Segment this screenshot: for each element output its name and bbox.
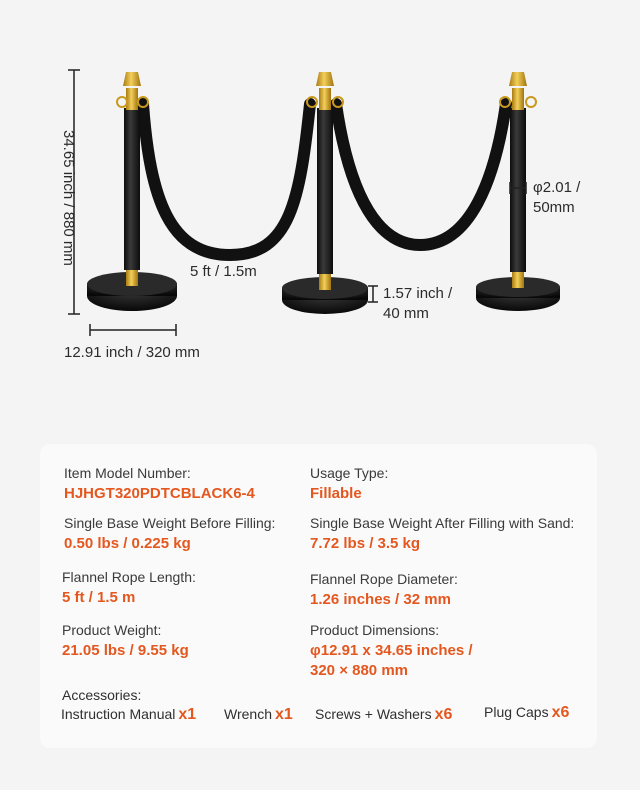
spec-rope-diameter	[310, 570, 458, 609]
spec-label: Item Model Number:	[64, 465, 191, 481]
spec-value: 1.26 inches / 32 mm	[310, 591, 451, 608]
accessory-item	[315, 704, 452, 725]
rope-length-dimension-label: 5 ft / 1.5m	[190, 263, 257, 280]
accessory-qty: x6	[434, 706, 453, 723]
spec-label: Single Base Weight After Filling with Sand:	[310, 515, 575, 531]
base-height-dimension-label-1: 1.57 inch /	[383, 285, 453, 302]
spec-weight-after	[310, 514, 574, 553]
accessory-name: Wrench	[224, 706, 272, 722]
accessory-qty: x1	[274, 706, 293, 723]
spec-value: 320 × 880 mm	[310, 662, 408, 679]
post-diameter-dimension-label-2: 50mm	[533, 199, 575, 216]
spec-product-weight	[62, 621, 189, 660]
spec-item-model	[64, 464, 255, 503]
accessories-label: Accessories:	[62, 687, 142, 703]
spec-label: Flannel Rope Length:	[62, 569, 196, 585]
specification-card	[40, 444, 597, 748]
height-dimension-label: 34.65 inch / 880 mm	[60, 130, 77, 266]
velvet-rope-left	[143, 104, 310, 255]
accessory-name: Screws + Washers	[315, 706, 432, 722]
base-width-dimension-line	[90, 324, 176, 336]
spec-label: Usage Type:	[310, 465, 389, 481]
base-height-dimension-line	[368, 286, 378, 302]
stanchion-post-left	[87, 72, 177, 311]
accessory-qty: x6	[551, 704, 570, 721]
accessory-item	[61, 704, 196, 725]
spec-value: Fillable	[310, 485, 362, 502]
post-diameter-dimension-label-1: φ2.01 /	[533, 179, 581, 196]
accessory-qty: x1	[178, 706, 197, 723]
accessory-name: Instruction Manual	[61, 706, 176, 722]
accessory-item	[224, 704, 293, 725]
spec-weight-before	[64, 514, 275, 553]
spec-label: Flannel Rope Diameter:	[310, 571, 458, 587]
velvet-rope-right	[336, 104, 506, 245]
spec-product-dimensions	[310, 621, 473, 680]
base-height-dimension-label-2: 40 mm	[383, 305, 429, 322]
base-width-dimension-label: 12.91 inch / 320 mm	[64, 344, 200, 361]
spec-value: φ12.91 x 34.65 inches /	[310, 642, 473, 659]
accessory-item	[484, 702, 569, 723]
spec-rope-length	[62, 568, 196, 607]
spec-value: 21.05 lbs / 9.55 kg	[62, 642, 189, 659]
spec-label: Product Dimensions:	[310, 622, 440, 638]
spec-value: 5 ft / 1.5 m	[62, 589, 136, 606]
spec-label: Product Weight:	[62, 622, 162, 638]
spec-usage-type	[310, 464, 388, 503]
spec-label: Single Base Weight Before Filling:	[64, 515, 276, 531]
spec-value: 7.72 lbs / 3.5 kg	[310, 535, 421, 552]
accessory-name: Plug Caps	[484, 704, 549, 720]
spec-value: 0.50 lbs / 0.225 kg	[64, 535, 191, 552]
spec-value: HJHGT320PDTCBLACK6-4	[64, 485, 255, 502]
